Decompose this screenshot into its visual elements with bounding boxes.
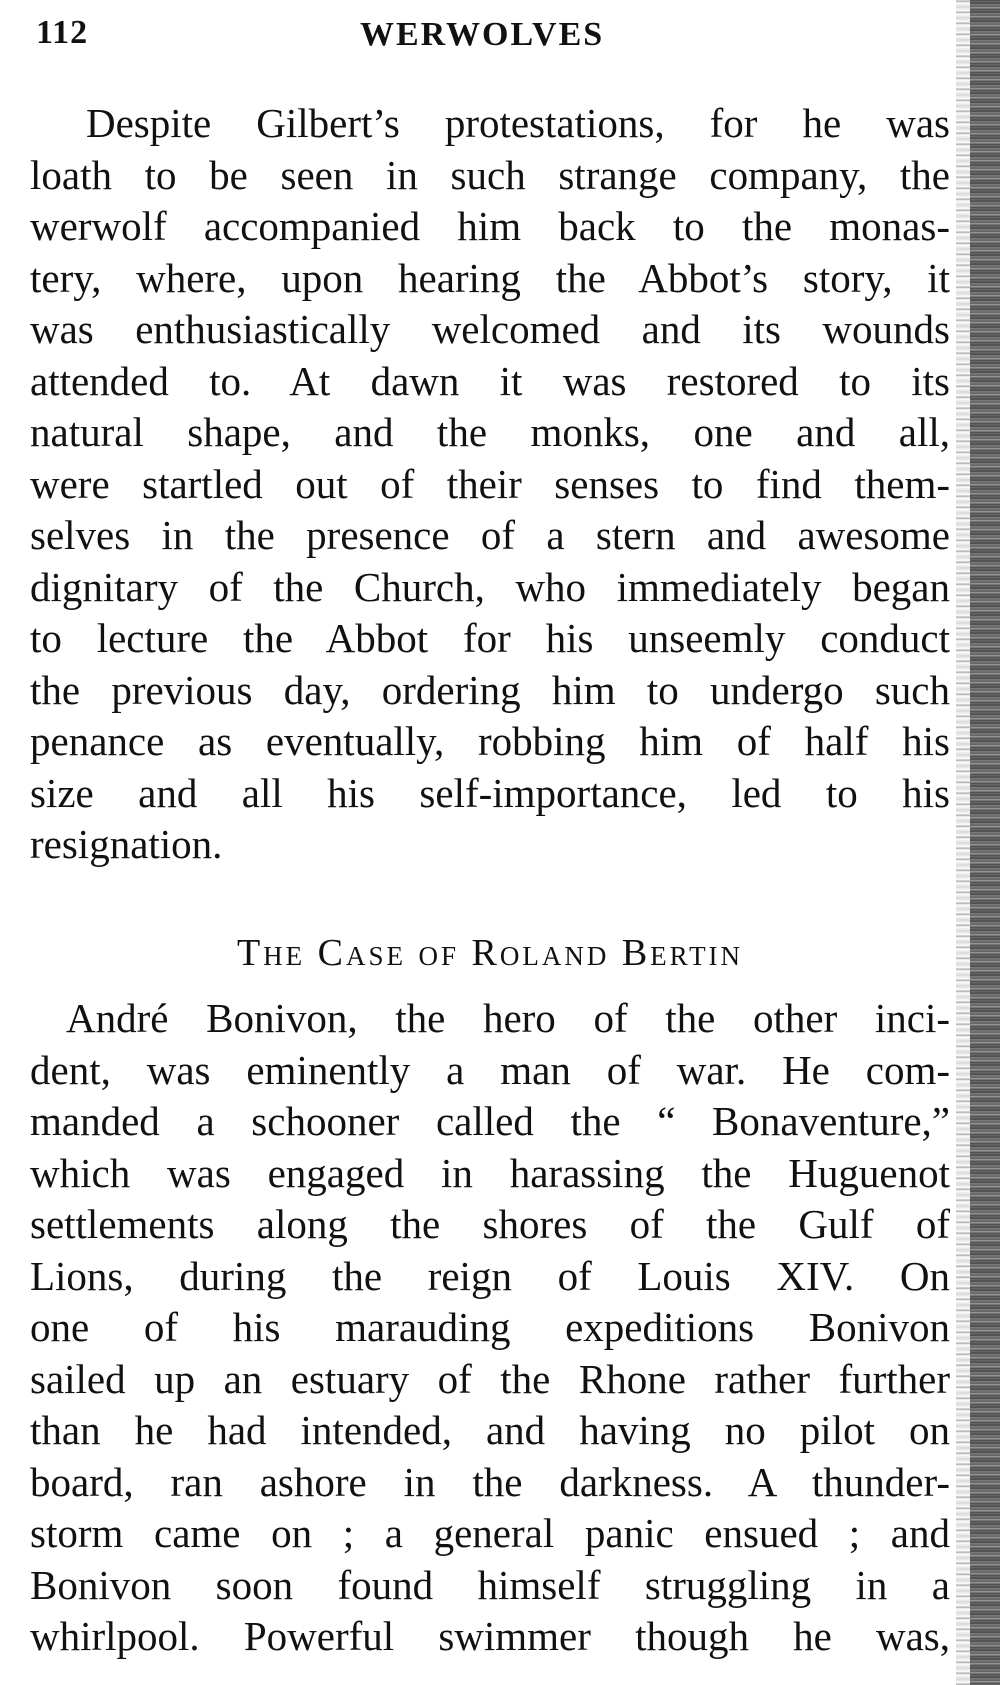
text-line: manded a schooner called the “ Bonaventure,” (30, 1098, 950, 1144)
text-line: resignation. (30, 821, 223, 867)
text-line: storm came on ; a general panic ensued ; and (30, 1510, 950, 1556)
page-edge-shadow (956, 0, 970, 1685)
text-line: André Bonivon, the hero of the other inci- (66, 995, 950, 1041)
text-line: the previous day, ordering him to undergo such (30, 666, 950, 713)
text-line: werwolf accompanied him back to the monas- (30, 203, 950, 249)
text-line: which was engaged in harassing the Huguenot (30, 1149, 950, 1196)
text-line: Lions, during the reign of Louis XIV. On (30, 1252, 950, 1299)
text-line: dent, was eminently a man of war. He com- (30, 1046, 950, 1093)
running-head (30, 14, 950, 64)
text-line: were startled out of their senses to find them- (30, 460, 950, 507)
section-heading: The Case of Roland Bertin (236, 932, 744, 974)
text-line: was enthusiastically welcomed and its wounds (30, 306, 950, 352)
text-line: selves in the presence of a stern and awesome (30, 512, 950, 558)
running-title: WERWOLVES (360, 16, 605, 53)
text-line: board, ran ashore in the darkness. A thunder- (30, 1458, 950, 1505)
text-line: one of his marauding expeditions Bonivon (30, 1304, 950, 1350)
paragraph-2 (30, 993, 950, 1663)
text-line: whirlpool. Powerful swimmer though he was, (30, 1613, 950, 1659)
text-line: settlements along the shores of the Gulf of (30, 1201, 950, 1247)
text-line: Bonivon soon found himself struggling in a (30, 1561, 950, 1608)
text-line: tery, where, upon hearing the Abbot’s story, it (30, 254, 950, 301)
text-line: natural shape, and the monks, one and all, (30, 409, 950, 455)
text-line: sailed up an estuary of the Rhone rather further (30, 1355, 950, 1402)
page-binding-edge (970, 0, 1000, 1685)
page-number: 112 (36, 14, 89, 51)
paragraph-1 (30, 98, 950, 871)
text-line: to lecture the Abbot for his unseemly conduct (30, 615, 950, 661)
text-line: penance as eventually, robbing him of half his (30, 718, 950, 764)
text-line: Despite Gilbert’s protestations, for he was (86, 100, 950, 146)
text-line: size and all his self-importance, led to his (30, 769, 950, 816)
text-line: loath to be seen in such strange company, the (30, 151, 950, 198)
text-line: dignitary of the Church, who immediately began (30, 563, 950, 610)
text-line: than he had intended, and having no pilot on (30, 1407, 950, 1453)
text-line: attended to. At dawn it was restored to its (30, 357, 950, 404)
